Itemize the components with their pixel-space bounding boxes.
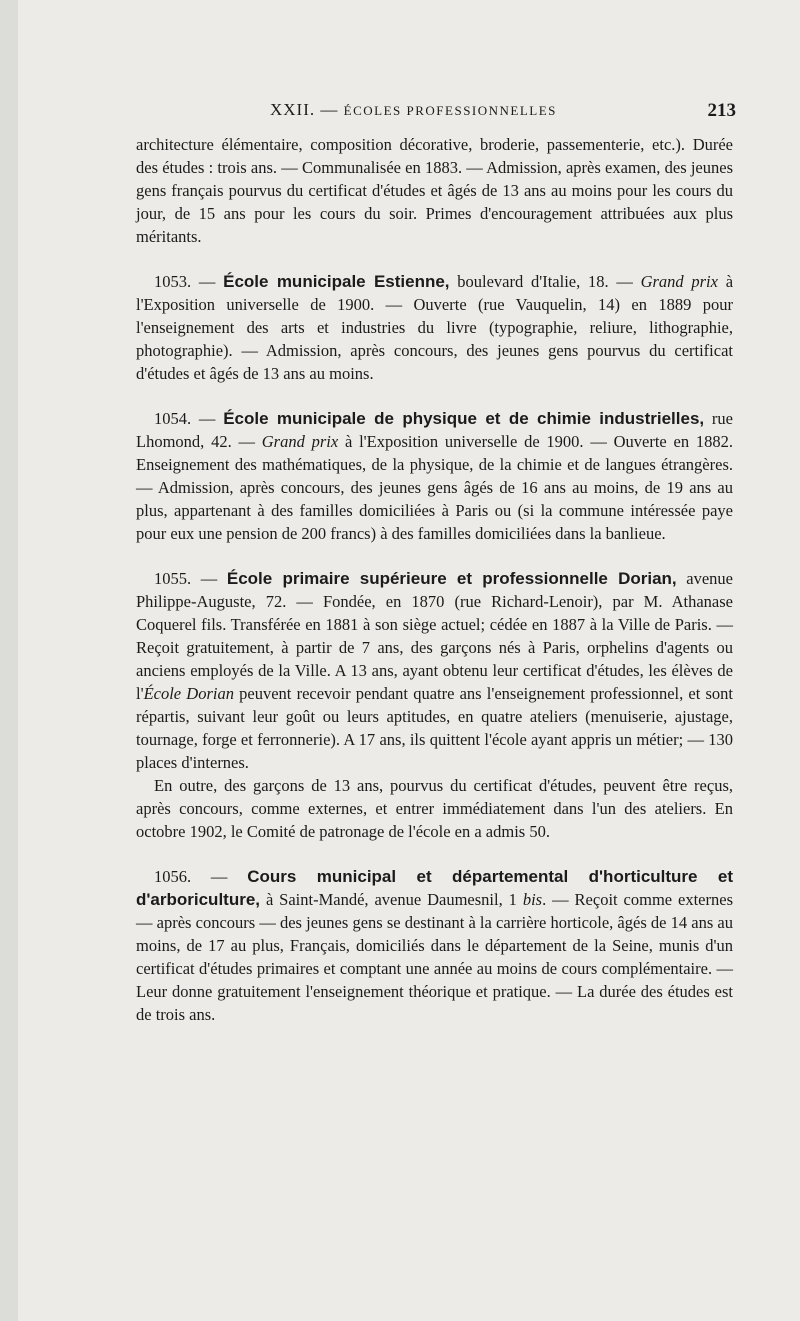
running-header — [118, 100, 736, 126]
entry-text: boulevard d'Italie, 18. — — [449, 272, 641, 291]
entry-title: Cours municipal et départemental d'horticulture et d'arboriculture, — [136, 867, 734, 909]
entry-1054 — [136, 407, 733, 545]
entry-number: 1053. — — [154, 272, 216, 291]
entry-1056 — [136, 865, 733, 1026]
entry-1055 — [136, 567, 733, 774]
book-page — [18, 0, 800, 1321]
entry-1055-continuation: En outre, des garçons de 13 ans, pourvus du certificat d'études, peuvent être reçus, après concours, comme externes, et entrer immédiatement dans l'un des ateliers. En octobre 1902, le Comité de patronage de l'école en a admis 50. — [136, 776, 733, 841]
header-dash: — — [320, 100, 339, 119]
entry-title: École primaire supérieure et professionnelle Dorian, — [226, 569, 677, 588]
page-body — [136, 133, 733, 1026]
chapter-number: XXII. — [270, 100, 316, 119]
entry-italic: Grand prix — [261, 432, 339, 451]
entry-number: 1055. — — [154, 569, 218, 588]
page-number: 213 — [707, 100, 736, 121]
entry-italic: bis — [522, 890, 543, 909]
chapter-title: ÉCOLES PROFESSIONNELLES — [343, 103, 557, 118]
chapter-heading — [270, 100, 557, 120]
entry-text: à l'Exposition universelle de 1900. — Ouverte en 1882. Enseignement des mathématiques, de la physique, de la chimie et de langues étrangères. — Admission, après concours, des jeunes gens âgés de 16 ans au moins, de 19 ans au plus, appartenant à des familles domiciliées à Paris ou (si la commune intéressée paye pour eux une pension de 200 francs) à des familles domiciliées dans la banlieue. — [136, 432, 734, 543]
entry-text: à l'Exposition universelle de 1900. — Ouverte (rue Vauquelin, 14) en 1889 pour l'enseignement des arts et industries du livre (typographie, reliure, lithographie, photographie). — Admission, après concours, des jeunes gens pourvus du certificat d'études et âgés de 13 ans au moins. — [136, 272, 734, 383]
entry-italic: Grand prix — [640, 272, 718, 291]
entry-1053 — [136, 270, 733, 385]
entry-text: . — Reçoit comme externes — après concours — des jeunes gens se destinant à la carrière horticole, âgés de 14 ans au moins, de 17 au plus, Français, domiciliés dans le département de la Seine, munis d'un certificat d'études primaires et comptant une année au moins de cours complémentaire. — Leur donne gratuitement l'enseignement théorique et pratique. — La durée des études est de trois ans. — [136, 890, 733, 1024]
entry-number: 1054. — — [154, 409, 216, 428]
entry-italic: École Dorian — [143, 684, 234, 703]
entry-title: École municipale de physique et de chimie industrielles, — [223, 409, 705, 428]
entry-text: à Saint-Mandé, avenue Daumesnil, 1 — [260, 890, 523, 909]
entry-title: École municipale Estienne, — [223, 272, 450, 291]
entry-number: 1056. — — [154, 867, 228, 886]
entry-text: avenue Philippe-Auguste, 72. — Fondée, en 1870 (rue Richard-Lenoir), par M. Athanase Coquerel fils. Transférée en 1881 à son siège actuel; cédée en 1887 à la Ville de Paris. — Reçoit gratuitement, à partir de 7 ans, des garçons nés à Paris, orphelins d'agents ou anciens employés de la Ville. A 13 ans, ayant obtenu leur certificat d'études, les élèves de l' — [136, 569, 733, 703]
intro-paragraph: architecture élémentaire, composition décorative, broderie, passementerie, etc.). Durée des études : trois ans. — Communalisée en 1883. — Admission, après examen, des jeunes gens français pourvus du certificat d'études et âgés de 13 ans au moins pour les cours du jour, de 15 ans pour les cours du soir. Primes d'encouragement attribuées aux plus méritants. — [136, 135, 733, 246]
entry-text: peuvent recevoir pendant quatre ans l'enseignement professionnel, et sont répartis, suivant leur goût ou leurs aptitudes, en quatre ateliers (menuiserie, ajustage, tournage, forge et ferronnerie). A 17 ans, ils quittent l'école ayant appris un métier; — 130 places d'internes. — [136, 684, 734, 772]
entry-text: rue Lhomond, 42. — — [136, 409, 733, 451]
